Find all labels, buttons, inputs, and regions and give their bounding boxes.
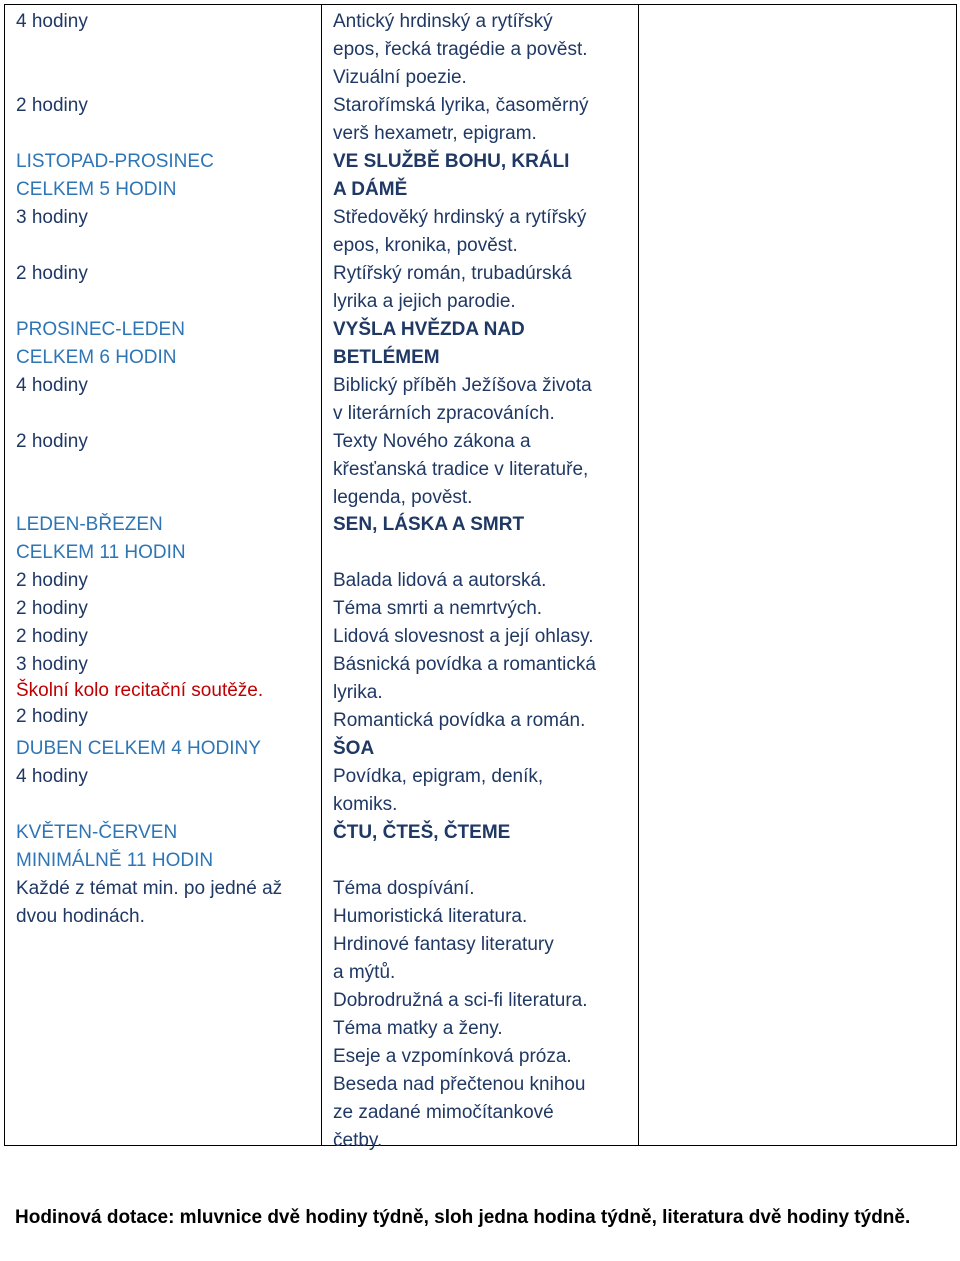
hours-text: 4 hodiny bbox=[16, 766, 88, 787]
hours-allocation-note: Hodinová dotace: mluvnice dvě hodiny týdně, sloh jedna hodina týdně, literatura dvě hodiny týdně. bbox=[15, 1207, 911, 1228]
hours-text: 2 hodiny bbox=[16, 431, 88, 452]
recitation-note: Školní kolo recitační soutěže. bbox=[16, 680, 264, 701]
period-heading: DUBEN CELKEM 4 HODINY bbox=[16, 738, 261, 759]
topic-text: komiks. bbox=[333, 794, 398, 815]
topic-text: lyrika. bbox=[333, 682, 383, 703]
topic-text: křesťanská tradice v literatuře, bbox=[333, 459, 589, 480]
note-text: dvou hodinách. bbox=[16, 906, 145, 927]
period-heading: KVĚTEN-ČERVEN bbox=[16, 822, 178, 843]
hours-text: 2 hodiny bbox=[16, 598, 88, 619]
topic-text: Téma matky a ženy. bbox=[333, 1018, 503, 1039]
topic-text: Eseje a vzpomínková próza. bbox=[333, 1046, 572, 1067]
period-heading: PROSINEC-LEDEN bbox=[16, 319, 185, 340]
topic-text: lyrika a jejich parodie. bbox=[333, 291, 516, 312]
column-divider bbox=[638, 5, 639, 1145]
topic-text: ze zadané mimočítankové bbox=[333, 1102, 554, 1123]
topic-text: Vizuální poezie. bbox=[333, 67, 467, 88]
hours-text: 4 hodiny bbox=[16, 11, 88, 32]
topic-text: Středověký hrdinský a rytířský bbox=[333, 207, 587, 228]
hours-text: 3 hodiny bbox=[16, 654, 88, 675]
topic-text: Humoristická literatura. bbox=[333, 906, 528, 927]
theme-heading: BETLÉMEM bbox=[333, 347, 440, 368]
hours-text: 4 hodiny bbox=[16, 375, 88, 396]
topic-text: Básnická povídka a romantická bbox=[333, 654, 596, 675]
topic-text: epos, kronika, pověst. bbox=[333, 235, 518, 256]
period-heading: LEDEN-BŘEZEN bbox=[16, 514, 163, 535]
topic-text: Starořímská lyrika, časoměrný bbox=[333, 95, 589, 116]
hours-text: 2 hodiny bbox=[16, 263, 88, 284]
hours-text: 2 hodiny bbox=[16, 706, 88, 727]
topic-text: epos, řecká tragédie a pověst. bbox=[333, 39, 588, 60]
column-divider bbox=[321, 5, 322, 1145]
topic-text: Beseda nad přečtenou knihou bbox=[333, 1074, 586, 1095]
period-heading: LISTOPAD-PROSINEC bbox=[16, 151, 214, 172]
period-total: MINIMÁLNĚ 11 HODIN bbox=[16, 850, 214, 871]
topic-text: Hrdinové fantasy literatury bbox=[333, 934, 554, 955]
hours-text: 2 hodiny bbox=[16, 95, 88, 116]
theme-heading: ČTU, ČTEŠ, ČTEME bbox=[333, 822, 511, 843]
topic-text: Texty Nového zákona a bbox=[333, 431, 531, 452]
topic-text: Romantická povídka a román. bbox=[333, 710, 586, 731]
hours-text: 2 hodiny bbox=[16, 570, 88, 591]
period-total: CELKEM 5 HODIN bbox=[16, 179, 177, 200]
topic-text: Téma smrti a nemrtvých. bbox=[333, 598, 543, 619]
hours-text: 2 hodiny bbox=[16, 626, 88, 647]
theme-heading: VE SLUŽBĚ BOHU, KRÁLI bbox=[333, 151, 570, 172]
topic-text: verš hexametr, epigram. bbox=[333, 123, 537, 144]
curriculum-table bbox=[4, 4, 957, 1151]
theme-heading: ŠOA bbox=[333, 738, 375, 759]
topic-text: Téma dospívání. bbox=[333, 878, 475, 899]
topic-text: četby. bbox=[333, 1130, 383, 1151]
period-total: CELKEM 6 HODIN bbox=[16, 347, 177, 368]
topic-text: Rytířský román, trubadúrská bbox=[333, 263, 572, 284]
topic-text: legenda, pověst. bbox=[333, 487, 473, 508]
topic-text: Biblický příběh Ježíšova života bbox=[333, 375, 592, 396]
topic-text: Lidová slovesnost a její ohlasy. bbox=[333, 626, 594, 647]
topic-text: a mýtů. bbox=[333, 962, 396, 983]
topic-text: Dobrodružná a sci-fi literatura. bbox=[333, 990, 588, 1011]
note-text: Každé z témat min. po jedné až bbox=[16, 878, 283, 899]
period-total: CELKEM 11 HODIN bbox=[16, 542, 186, 563]
topic-text: Povídka, epigram, deník, bbox=[333, 766, 544, 787]
topic-text: Balada lidová a autorská. bbox=[333, 570, 547, 591]
theme-heading: SEN, LÁSKA A SMRT bbox=[333, 514, 525, 535]
topic-text: Antický hrdinský a rytířský bbox=[333, 11, 553, 32]
theme-heading: A DÁMĚ bbox=[333, 179, 408, 200]
topic-text: v literárních zpracováních. bbox=[333, 403, 555, 424]
theme-heading: VYŠLA HVĚZDA NAD bbox=[333, 319, 525, 340]
hours-text: 3 hodiny bbox=[16, 207, 88, 228]
